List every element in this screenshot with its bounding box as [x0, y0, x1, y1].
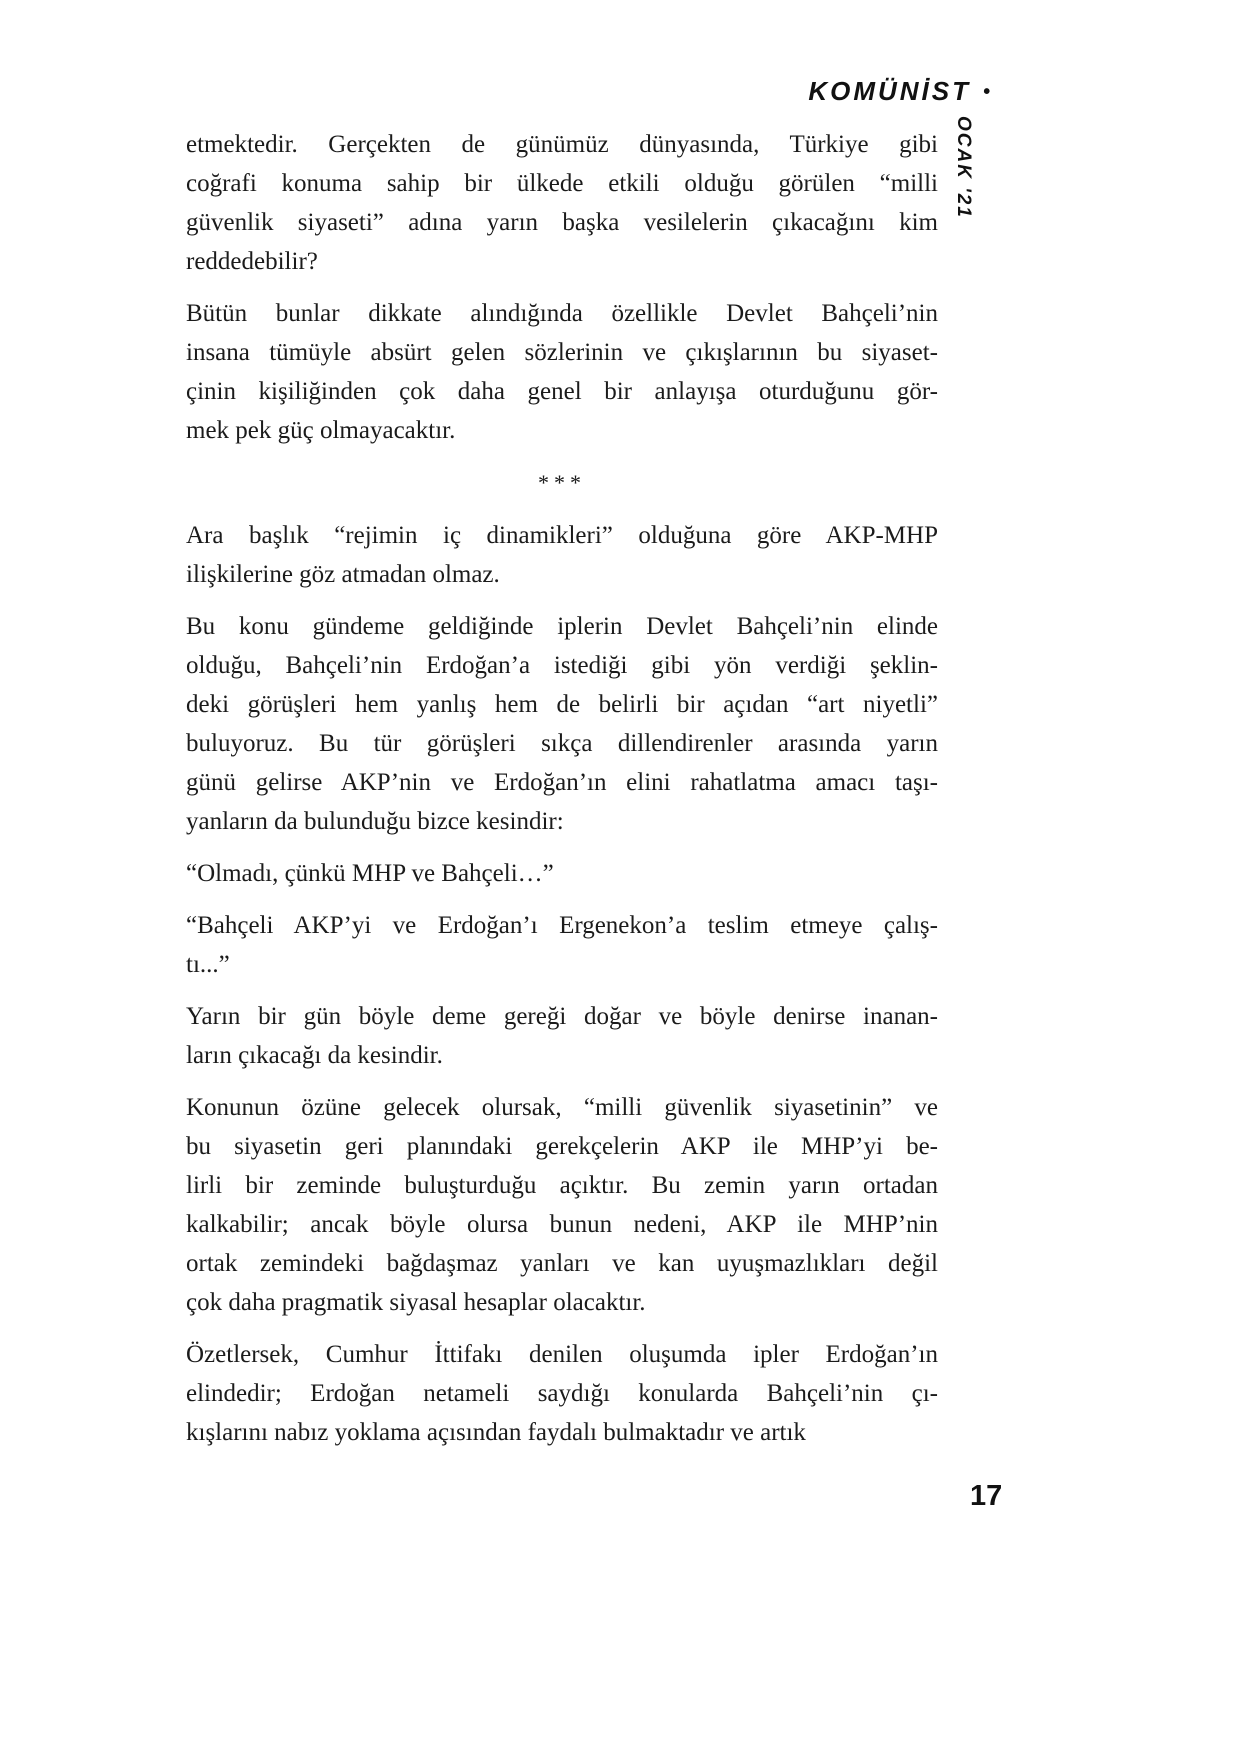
text-line: etmektedir. Gerçekten de günümüz dünyasında, Türkiye gibi [186, 131, 938, 158]
text-line: ilişkilerine göz atmadan olmaz. [186, 561, 500, 588]
text-line: elindedir; Erdoğan netameli saydığı konularda Bahçeli’nin çı- [186, 1380, 938, 1407]
text-line: Konunun özüne gelecek olursak, “milli güvenlik siyasetinin” ve [186, 1094, 938, 1121]
text-line: çinin kişiliğinden çok daha genel bir anlayışa oturduğunu gör- [186, 378, 938, 405]
issue-label: OCAK '21 [953, 116, 974, 219]
paragraph [186, 516, 938, 594]
journal-title: KOMÜNİST [808, 76, 971, 106]
text-line: Yarın bir gün böyle deme gereği doğar ve böyle denirse inanan- [186, 1003, 938, 1030]
paragraph [186, 1088, 938, 1322]
paragraph [186, 125, 938, 281]
text-line: deki görüşleri hem yanlış hem de belirli bir açıdan “art niyetli” [186, 691, 938, 718]
bullet-icon: • [982, 81, 990, 103]
text-line: “Bahçeli AKP’yi ve Erdoğan’ı Ergenekon’a teslim etmeye çalış- [186, 912, 938, 939]
text-line: lirli bir zeminde buluşturduğu açıktır. Bu zemin yarın ortadan [186, 1172, 938, 1199]
page-number: 17 [970, 1480, 1003, 1512]
text-line: çok daha pragmatik siyasal hesaplar olacaktır. [186, 1289, 646, 1316]
text-line: tı...” [186, 951, 230, 978]
text-line: kalkabilir; ancak böyle olursa bunun nedeni, AKP ile MHP’nin [186, 1211, 938, 1238]
text-line: Özetlersek, Cumhur İttifakı denilen oluşumda ipler Erdoğan’ın [186, 1341, 938, 1368]
text-line: ların çıkacağı da kesindir. [186, 1042, 443, 1069]
text-line: buluyoruz. Bu tür görüşleri sıkça dillendirenler arasında yarın [186, 730, 938, 757]
paragraph [186, 997, 938, 1075]
body-text-column [186, 125, 938, 1465]
paragraph [186, 854, 938, 893]
text-line: kışlarını nabız yoklama açısından faydalı bulmaktadır ve artık [186, 1419, 806, 1446]
paragraph [186, 906, 938, 984]
text-line: yanların da bulunduğu bizce kesindir: [186, 808, 564, 835]
text-line: Bu konu gündeme geldiğinde iplerin Devlet Bahçeli’nin elinde [186, 613, 938, 640]
paragraph [186, 294, 938, 450]
section-separator: *** [538, 470, 586, 495]
text-line: coğrafi konuma sahip bir ülkede etkili olduğu görülen “milli [186, 170, 938, 197]
text-line: Ara başlık “rejimin iç dinamikleri” olduğuna göre AKP-MHP [186, 522, 938, 549]
paragraph [186, 1335, 938, 1452]
page-header [808, 76, 990, 107]
text-line: “Olmadı, çünkü MHP ve Bahçeli…” [186, 860, 554, 887]
text-line: reddedebilir? [186, 248, 318, 275]
text-line: güvenlik siyaseti” adına yarın başka vesilelerin çıkacağını kim [186, 209, 938, 236]
text-line: olduğu, Bahçeli’nin Erdoğan’a istediği gibi yön verdiği şeklin- [186, 652, 938, 679]
text-line: mek pek güç olmayacaktır. [186, 417, 456, 444]
text-line: insana tümüyle absürt gelen sözlerinin ve çıkışlarının bu siyaset- [186, 339, 938, 366]
text-line: günü gelirse AKP’nin ve Erdoğan’ın elini rahatlatma amacı taşı- [186, 769, 938, 796]
paragraph [186, 607, 938, 841]
text-line: ortak zemindeki bağdaşmaz yanları ve kan uyuşmazlıkları değil [186, 1250, 938, 1277]
text-line: bu siyasetin geri planındaki gerekçelerin AKP ile MHP’yi be- [186, 1133, 938, 1160]
text-line: Bütün bunlar dikkate alındığında özellikle Devlet Bahçeli’nin [186, 300, 938, 327]
